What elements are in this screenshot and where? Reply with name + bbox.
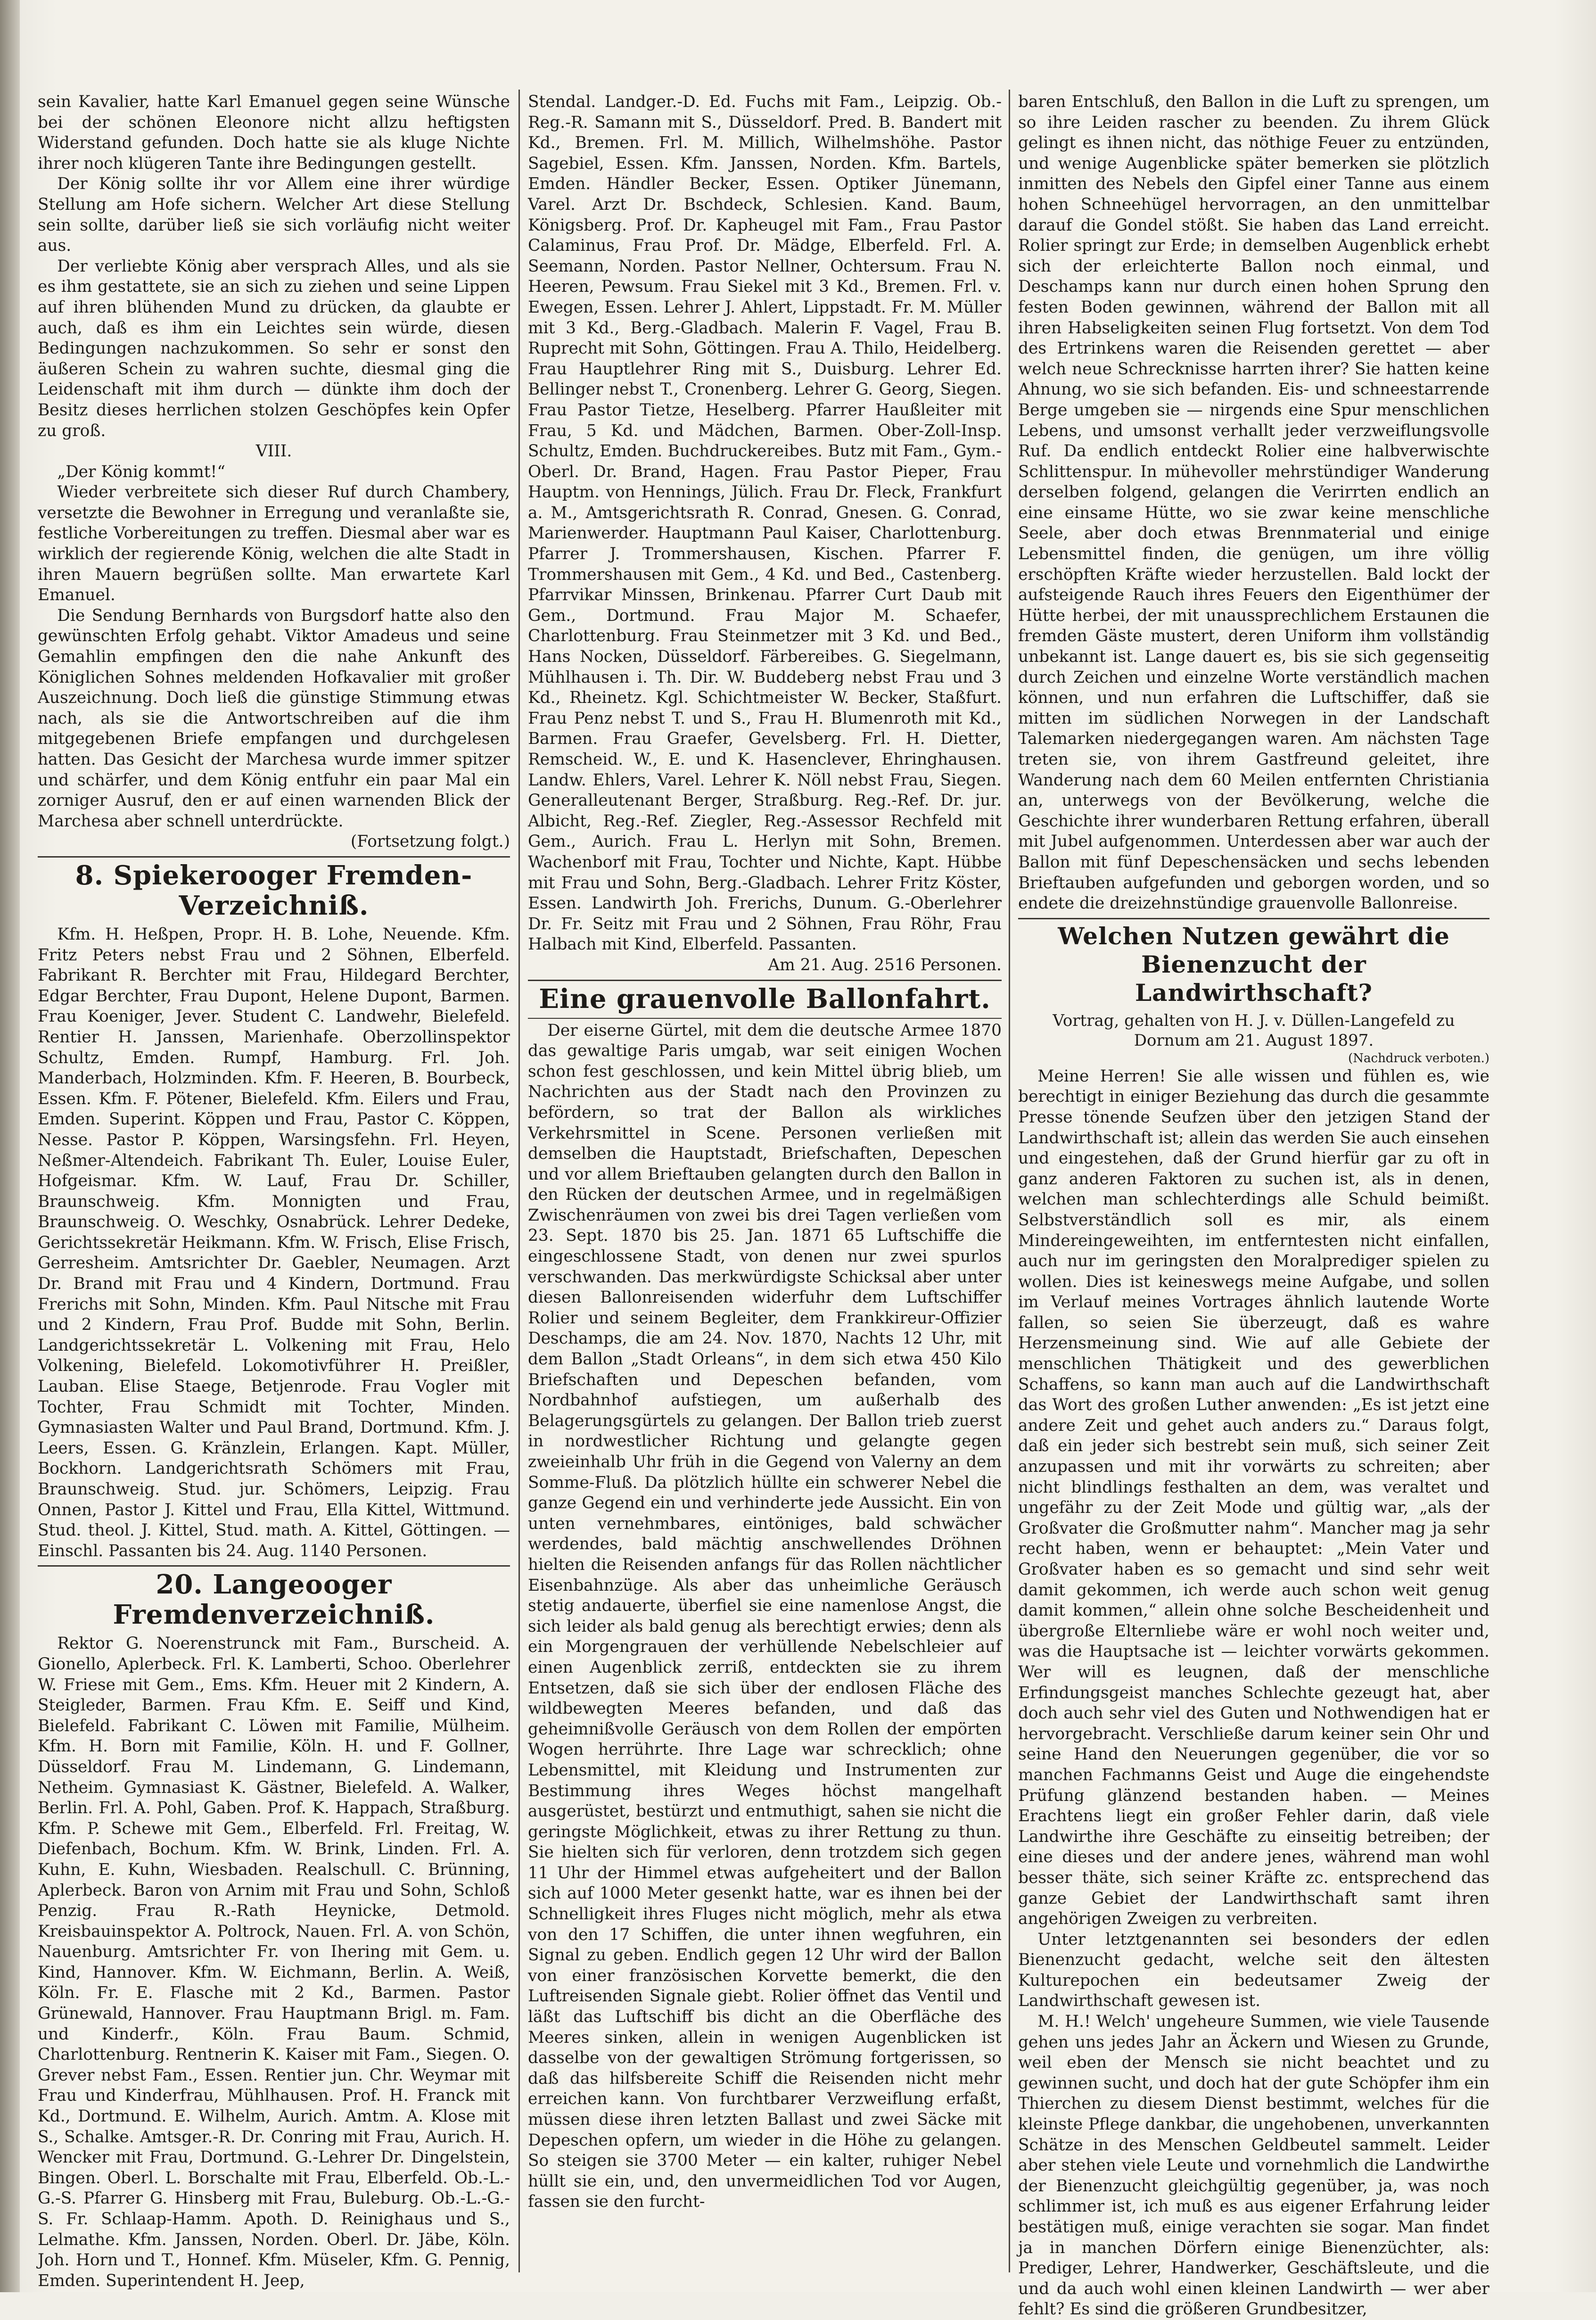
section-divider: [38, 856, 510, 858]
heading-underline: [528, 1018, 1002, 1019]
balloon-article-heading: Eine grauenvolle Ballonfahrt.: [539, 983, 991, 1015]
column-rule-2: [1009, 90, 1010, 2272]
story-paragraph: Wieder verbreitete sich dieser Ruf durch Chambery, versetzte die Bewohner in Erregung und veranlaßte sie, festliche Vorbereitungen zu treffen. Diesmal aber war es wirklich der regierende König, welchen die alte Stadt in ihren Mauern begrüßen sollte. Man erwartete Karl Emanuel.: [38, 483, 510, 605]
guest-list-continued: Stendal. Landger.-D. Ed. Fuchs mit Fam., Leipzig. Ob.-Reg.-R. Samann mit S., Düsseldorf. Pred. B. Bandert mit Kd., Bremen. Frl. M. Millich, Wilhelmshöhe. Pastor Sagebiel, Essen. Kfm. Janssen, Norden. Kfm. Bartels, Emden. Händler Becker, Essen. Optiker Jünemann, Varel. Arzt Dr. Bschdeck, Schlesien. Kand. Baum, Königsberg. Prof. Dr. Kapheugel mit Fam., Frau Pastor Calaminus, Frau Prof. Dr. Mädge, Elberfeld. Frl. A. Seemann, Norden. Pastor Nellner, Ochtersum. Frau N. Heeren, Pewsum. Frau Siekel mit 3 Kd., Bremen. Frl. v. Ewegen, Essen. Lehrer J. Ahlert, Lippstadt. Fr. M. Müller mit 3 Kd., Berg.-Gladbach. Malerin F. Vagel, Frau B. Ruprecht mit Sohn, Göttingen. Frau A. Thilo, Heidelberg. Frau Hauptlehrer Ring mit S., Duisburg. Lehrer Ed. Bellinger nebst T., Cronenberg. Lehrer G. Georg, Siegen. Frau Pastor Tietze, Heselberg. Pfarrer Haußleiter mit Frau, 5 Kd. und Mädchen, Barmen. Ober-Zoll-Insp. Schultz, Emden. Buchdruckereibes. Butz mit Fam., Gym.-Oberl. Dr. Brand, Hagen. Frau Pastor Pieper, Frau Hauptm. von Hennings, Jülich. Frau Dr. Fleck, Frankfurt a. M., Amtsgerichtsrath R. Conrad, Gnesen. G. Conrad, Marienwerder. Hauptmann Paul Kaiser, Charlottenburg. Pfarrer J. Trommershausen, Kischen. Pfarrer F. Trommershausen mit Gem., 4 Kd. und Bed., Castenberg. Pfarrvikar Minssen, Brinkenau. Pfarrer Curt Daub mit Gem., Dortmund. Frau Major M. Schaefer, Charlottenburg. Frau Steinmetzer mit 3 Kd. und Bed., Hans Nocken, Düsseldorf. Färbereibes. G. Siegelmann, Mühlhausen i. Th. Dir. W. Buddeberg nebst Frau und 3 Kd., Rheinetz. Kgl. Schichtmeister W. Becker, Staßfurt. Frau Penz nebst T. und S., Frau H. Blumenroth mit Kd., Barmen. Frau Graefer, Gevelsberg. Frl. H. Dietter, Remscheid. W., E. und K. Hasenclever, Ehringhausen. Landw. Ehlers, Varel. Lehrer K. Nöll nebst Frau, Siegen. Generalleutenant Berger, Straßburg. Reg.-Ref. Dr. jur. Albicht, Reg.-Ref. Ziegler, Reg.-Assessor Rechfeld mit Gem., Aurich. Frau L. Herlyn mit Sohn, Bremen. Wachenborf mit Frau, Tochter und Nichte, Kapt. Hübbe mit Frau und Sohn, Berg.-Gladbach. Lehrer Fritz Köster, Essen. Landwirth Joh. Frerichs, Dunum. G.-Oberlehrer Dr. Fr. Seitz mit Frau und 2 Söhnen, Frau Röhr, Frau Halbach mit Kind, Elberfeld. Passanten.: [528, 92, 1002, 954]
beekeeping-article-heading: Welchen Nutzen gewährt die Bienenzucht der Landwirthschaft?: [1058, 922, 1450, 1007]
article-paragraph: Meine Herren! Sie alle wissen und fühlen es, wie berechtigt in einiger Beziehung das durch die gesammte Presse tönende Seufzen über den jetzigen Stand der Landwirthschaft ist; allein das werden Sie auch einsehen und eingestehen, daß der Grund hierfür gar zu oft in ganz anderen Faktoren zu suchen ist, als in denen, welchen man schlechterdings alle Schuld beimißt. Selbstverständlich soll es mir, als einem Mindereingeweihten, im entferntesten nicht einfallen, auch nur im geringsten den Moralprediger spielen zu wollen. Dies ist keineswegs meine Aufgabe, und sollen im Verlauf meines Vortrages ähnlich lautende Worte fallen, so seien Sie überzeugt, daß es wahre Herzensmeinung sind. Wie auf alle Gebiete der menschlichen Thätigkeit und des gewerblichen Schaffens, so kann man auch auf die Landwirthschaft das Wort des großen Luther anwenden: „Es ist jetzt eine andere Zeit und gehet auch anders zu.“ Daraus folgt, daß ein jeder sich bestrebt sein muß, sich seiner Zeit anzupassen und mit ihr vorwärts zu schreiten; aber nicht blindlings festhalten an dem, was veraltet und ungefähr zu der Zeit Mode und gültig war, „als der Großvater die Großmutter nahm“. Mancher mag ja sehr recht haben, wenn er behauptet: „Mein Vater und Großvater haben es so gemacht und sind sehr weit damit gekommen, ich werde auch schon weit genug damit kommen,“ allein ohne solche Bescheidenheit und übergroße Elternliebe wäre er wohl noch weiter und, was die Hauptsache ist — leichter vorwärts gekommen. Wer will es leugnen, daß der menschliche Erfindungsgeist manches Schlechte gezeugt hat, aber doch auch sehr viel des Guten und Nothwendigen hat er hervorgebracht. Verschließe darum keiner sein Ohr und seine Hand den Neuerungen gegenüber, die vor so manchen Fachmanns Geist und Auge die eingehendste Prüfung glänzend bestanden haben. — Meines Erachtens liegt ein großer Fehler darin, daß viele Landwirthe ihre Geschäfte zu einseitig betreiben; der eine dieses und der andere jenes, während man wohl besser thäte, sich seiner Kräfte zc. entsprechend das ganze Gebiet der Landwirthschaft samt ihren angehörigen Zweigen zu verbreiten.: [1018, 1066, 1489, 1929]
guest-list: Rektor G. Noerenstrunck mit Fam., Burscheid. A. Gionello, Aplerbeck. Frl. K. Lamberti, Schoo. Oberlehrer W. Friese mit Gem., Ems. Kfm. Heuer mit 2 Kindern, A. Steigleder, Barmen. Frau Kfm. E. Seiff und Kind, Bielefeld. Fabrikant C. Löwen mit Familie, Mülheim. Kfm. H. Born mit Familie, Köln. H. und F. Gollner, Düsseldorf. Frau M. Lindemann, G. Lindemann, Netheim. Gymnasiast K. Gästner, Bielefeld. A. Walker, Berlin. Frl. A. Pohl, Gaben. Prof. K. Happach, Straßburg. Kfm. P. Schewe mit Gem., Elberfeld. Frl. Freitag, W. Diefenbach, Bochum. Kfm. W. Brink, Linden. Frl. A. Kuhn, E. Kuhn, Wiesbaden. Realschull. C. Brünning, Aplerbeck. Baron von Arnim mit Frau und Sohn, Schloß Penzig. Frau R.-Rath Heynicke, Detmold. Kreisbauinspektor A. Poltrock, Nauen. Frl. A. von Schön, Nauenburg. Amtsrichter Fr. von Ihering mit Gem. u. Kind, Hannover. Kfm. W. Eichmann, Berlin. A. Weiß, Köln. Fr. E. Flasche mit 2 Kd., Barmen. Pastor Grünewald, Hannover. Frau Hauptmann Brigl. m. Fam. und Kinderfr., Köln. Frau Baum. Schmid, Charlottenburg. Rentnerin K. Kaiser mit Fam., Siegen. O. Grever nebst Fam., Essen. Rentier jun. Chr. Weymar mit Frau und Kinderfrau, Mühlhausen. Prof. H. Franck mit Kd., Dortmund. E. Wilhelm, Aurich. Amtm. A. Klose mit S., Schalke. Amtsger.-R. Dr. Conring mit Frau, Aurich. H. Wencker mit Frau, Dortmund. G.-Lehrer Dr. Dingelstein, Bingen. Oberl. L. Borschalte mit Frau, Elberfeld. Ob.-L.-G.-S. Pfarrer G. Hinsberg mit Frau, Buleburg. Ob.-L.-G.-S. Fr. Schlaap-Hamm. Apoth. D. Reinighaus und S., Lelmathe. Kfm. Janssen, Norden. Oberl. Dr. Jäbe, Köln. Joh. Horn und T., Honnef. Kfm. Müseler, Kfm. G. Pennig, Emden. Superintendent H. Jeep,: [38, 1634, 510, 2290]
section-divider: [528, 980, 1002, 981]
story-paragraph: Der König sollte ihr vor Allem eine ihrer würdige Stellung am Hofe sichern. Welcher Art diese Stellung sein sollte, darüber ließ sie sich vorläufig nicht weiter aus.: [38, 174, 510, 256]
column-rule-1: [518, 90, 520, 2272]
column-2: [528, 92, 1002, 2261]
column-1: [38, 92, 510, 2290]
column-3: [1018, 92, 1489, 2319]
spiekeroog-guest-list-heading: 8. Spiekerooger Fremden-Verzeichniß.: [75, 859, 473, 921]
section-divider: [1018, 918, 1489, 919]
guest-list: Kfm. H. Heßpen, Propr. H. B. Lohe, Neuende. Kfm. Fritz Peters nebst Frau und 2 Söhnen, Elberfeld. Fabrikant R. Berchter mit Frau, Hildegard Berchter, Edgar Berchter, Frau Dupont, Helene Dupont, Barmen. Frau Koeniger, Jever. Student C. Landwehr, Bielefeld. Rentier H. Janssen, Marienhafe. Oberzollinspektor Schultz, Emden. Rumpf, Hamburg. Frl. Joh. Manderbach, Holzminden. Kfm. F. Heeren, B. Bourbeck, Essen. Kfm. F. Pötener, Bielefeld. Kfm. Eilers und Frau, Emden. Superint. Köppen und Frau, Pastor C. Köppen, Nesse. Pastor P. Köppen, Warsingsfehn. Frl. Heyen, Neßmer-Altendeich. Fabrikant Th. Euler, Louise Euler, Hofgeismar. Kfm. W. Lauf, Frau Dr. Schiller, Braunschweig. Kfm. Monnigten und Frau, Braunschweig. O. Weschky, Osnabrück. Lehrer Dedeke, Gerichtssekretär Heikmann. Kfm. W. Frisch, Elise Frisch, Gerresheim. Amtsrichter Dr. Gaebler, Neumagen. Arzt Dr. Brand mit Frau und 4 Kindern, Dortmund. Frau Frerichs mit Sohn, Minden. Kfm. Paul Nitsche mit Frau und 2 Kindern, Frau Prof. Budde mit Sohn, Berlin. Landgerichtssekretär L. Volkening mit Frau, Helo Volkening, Bielefeld. Lokomotivführer H. Preißler, Lauban. Elise Staege, Betjenrode. Frau Vogler mit Tochter, Frau Schmidt mit Tochter, Minden. Gymnasiasten Walter und Paul Brand, Dortmund. Kfm. J. Leers, Essen. G. Kränzlein, Erlangen. Kapt. Müller, Bockhorn. Landgerichtsrath Schömers mit Frau, Braunschweig. Stud. jur. Schömers, Leipzig. Frau Onnen, Pastor J. Kittel und Frau, Ella Kittel, Wittmund. Stud. theol. J. Kittel, Stud. math. A. Kittel, Göttingen. — Einschl. Passanten bis 24. Aug. 1140 Personen.: [38, 925, 510, 1560]
article-paragraph: M. H.! Welch' ungeheure Summen, wie viele Tausende gehen uns jedes Jahr an Äckern und Wiesen zu Grunde, weil eben der Mensch sie nicht beachtet und zu gewinnen sucht, und doch hat der gute Schöpfer ihm ein Thierchen zu diesem Dienst bestimmt, welches für die kleinste Pflege dankbar, die ungehobenen, unverkannten Schätze in des Menschen Geldbeutel sammelt. Leider aber stehen viele Leute und vornehmlich die Landwirthe der Bienenzucht gleichgültig gegenüber, ja, was noch schlimmer ist, ich muß es aus eigener Erfahrung leider bestätigen muß, einige verachten sie sogar. Man findet ja in manchen Dörfern einige Bienenzüchter, als: Prediger, Lehrer, Handwerker, Geschäftsleute, und die und da auch wohl einen kleinen Landwirth — wer aber fehlt? Es sind die größeren Grundbesitzer,: [1018, 2012, 1489, 2319]
book-spine-edge: [0, 0, 20, 2292]
langeoog-guest-list-heading: 20. Langeooger Fremdenverzeichniß.: [113, 1569, 435, 1631]
chapter-number: VIII.: [255, 442, 292, 461]
story-paragraph: Die Sendung Bernhards von Burgsdorf hatte also den gewünschten Erfolg gehabt. Viktor Amadeus und seine Gemahlin empfingen den die nahe Ankunft des Königlichen Sohnes meldenden Hofkavalier mit großer Auszeichnung. Doch ließ die günstige Stimmung etwas nach, als sie die Antwortschreiben auf die ihm mitgegebenen Briefe empfangen und durchgelesen hatten. Das Gesicht der Marchesa wurde immer spitzer und schärfer, und dem König entfuhr ein paar Mal ein zorniger Ausruf, den er auf einen warnenden Blick der Marchesa aber schnell unterdrückte.: [38, 606, 510, 831]
continuation-note: (Fortsetzung folgt.): [350, 832, 510, 851]
story-paragraph: Der verliebte König aber versprach Alles, und als sie es ihm gestattete, sie an sich zu ziehen und seine Lippen auf ihren blühenden Mund zu drücken, da glaubte er auch, daß es ihm ein Leichtes sein würde, diesen Bedingungen nachzukommen. So sehr er sonst den äußeren Schein zu wahren suchte, diesmal ging die Leidenschaft mit ihm durch — dünkte ihm doch der Besitz dieses herrlichen stolzen Geschöpfes kein Opfer zu groß.: [38, 256, 510, 440]
article-paragraph: baren Entschluß, den Ballon in die Luft zu sprengen, um so ihre Leiden rascher zu beenden. Zu ihrem Glück gelingt es ihnen nicht, das nöthige Feuer zu entzünden, und wenige Augenblicke später bemerken sie plötzlich inmitten des Nebels den Gipfel einer Tanne aus einem hohen Schneehügel hervorragen, an den unmittelbar darauf die Gondel stößt. Sie haben das Land erreicht. Rolier springt zur Erde; in demselben Augenblick erhebt sich der erleichterte Ballon noch einmal, und Deschamps kann nur durch einen hohen Sprung den festen Boden gewinnen, während der Ballon mit all ihren Habseligkeiten seinen Flug fortsetzt. Von dem Tod des Ertrinkens waren die Reisenden gerettet — aber welch neue Schrecknisse harrten ihrer? Sie hatten keine Ahnung, wo sie sich befanden. Eis- und schneestarrende Berge umgeben sie — nirgends eine Spur menschlichen Lebens, und umsonst verhallt jeder verzweiflungsvolle Ruf. Da endlich entdeckt Rolier eine halbverwischte Schlittenspur. In mühevoller mehrstündiger Wanderung derselben folgend, gelangen die Verirrten endlich an eine einsame Hütte, wo sie zwar keine menschliche Seele, aber doch etwas Brennmaterial und einige Lebensmittel finden, die genügen, um ihre völlig erschöpften Kräfte wieder herzustellen. Bald lockt der aufsteigende Rauch ihres Feuers den Eigenthümer der Hütte herbei, der mit unaussprechlichem Erstaunen die fremden Gäste mustert, deren Uniform ihm vollständig unbekannt ist. Lange dauert es, bis sie sich gegenseitig durch Zeichen und einzelne Worte verständlich machen können, und nun erfahren die Luftschiffer, daß sie mitten im südlichen Norwegen in der Landschaft Talemarken niedergegangen waren. Am nächsten Tage treten sie, von ihrem Gastfreund geleitet, ihre Wanderung nach dem 60 Meilen entfernten Christiania an, unterwegs von der Bevölkerung, welche die Geschichte ihrer wunderbaren Rettung erfahren, überall mit Jubel aufgenommen. Unterdessen aber war auch der Ballon mit fünf Depeschensäcken und sechs lebenden Brieftauben aufgefunden und geborgen worden, und so endete die dreizehnstündige grauenvolle Ballonreise.: [1018, 92, 1489, 913]
section-divider: [38, 1565, 510, 1567]
reprint-notice: (Nachdruck verboten.): [1348, 1051, 1489, 1065]
story-paragraph: sein Kavalier, hatte Karl Emanuel gegen seine Wünsche bei der schönen Eleonore nicht allzu heftigsten Widerstand gefunden. Doch hatte sie als kluge Nichte ihrer noch klügeren Tante ihre Bedingungen gestellt.: [38, 92, 510, 173]
article-paragraph: Der eiserne Gürtel, mit dem die deutsche Armee 1870 das gewaltige Paris umgab, war seit einigen Wochen schon fest geschlossen, und kein Mittel übrig blieb, um Nachrichten aus der Stadt nach den Provinzen zu befördern, so trat der Ballon als wirkliches Verkehrsmittel in Scene. Personen verließen mit demselben die Hauptstadt, Briefschaften, Depeschen und vor allem Brieftauben gelangten durch den Ballon in den Rücken der deutschen Armee, und in regelmäßigen Zwischenräumen von zwei bis drei Tagen verließen vom 23. Sept. 1870 bis 25. Jan. 1871 65 Luftschiffe die eingeschlossene Stadt, von denen nur zwei spurlos verschwanden. Das merkwürdigste Schicksal aber unter diesen Ballonreisenden widerfuhr dem Luftschiffer Rolier und seinem Begleiter, dem Frankkireur-Offizier Deschamps, die am 24. Nov. 1870, Nachts 12 Uhr, mit dem Ballon „Stadt Orleans“, in dem sich etwa 450 Kilo Briefschaften und Depeschen befanden, vom Nordbahnhof aufstiegen, um außerhalb des Belagerungsgürtels zu gelangen. Der Ballon trieb zuerst in nordwestlicher Richtung und gelangte gegen zweieinhalb Uhr früh in die Gegend von Valerny an dem Somme-Fluß. Da plötzlich hüllte ein schwerer Nebel die ganze Gegend ein und verhinderte jede Aussicht. Ein von unten vernehmbares, eintöniges, bald schwächer werdendes, bald mächtig anschwellendes Dröhnen hielten die Reisenden anfangs für das Rollen nächtlicher Eisenbahnzüge. Als aber das unheimliche Geräusch stetig andauerte, überfiel sie eine namenlose Angst, die sich leider als bald genug als berechtigt erwies; denn als ein Morgengrauen der verhüllende Nebelschleier auf einen Augenblick zerriß, entdeckten sie zu ihrem Entsetzen, daß sie sich über der endlosen Fläche des wildbewegten Meeres befanden, und daß das geheimnißvolle Geräusch von dem Rollen der empörten Wogen herrührte. Ihre Lage war schrecklich; ohne Lebensmittel, mit Kleidung und Instrumenten zur Bestimmung ihres Weges höchst mangelhaft ausgerüstet, bestürzt und entmuthigt, sahen sie nicht die geringste Möglichkeit, etwas zu ihrer Rettung zu thun. Sie hielten sich für verloren, denn trotzdem sich gegen 11 Uhr der Himmel etwas aufgeheitert und der Ballon sich auf 1000 Meter gesenkt hatte, war es ihnen bei der Schnelligkeit ihres Fluges nicht möglich, mehr als etwa von den 17 Schiffen, die unter ihnen wegfuhren, ein Signal zu geben. Endlich gegen 12 Uhr wird der Ballon von einer französischen Korvette bemerkt, die den Luftreisenden Signale giebt. Rolier öffnet das Ventil und läßt das Luftschiff bis dicht an die Oberfläche des Meeres sinken, allein in wenigen Augenblicken ist dasselbe von der gewaltigen Strömung fortgerissen, so daß das hilfsbereite Schiff die Reisenden nicht mehr erreichen kann. Von furchtbarer Verzweiflung erfaßt, müssen diese ihren letzten Ballast und zwei Säcke mit Depeschen opfern, um wieder in die Höhe zu gelangen. So steigen sie 3700 Meter — ein kalter, ruhiger Nebel hüllt sie ein, und, den unvermeidlichen Tod vor Augen, fassen sie den furcht-: [528, 1021, 1002, 2212]
story-paragraph: „Der König kommt!“: [57, 462, 225, 481]
article-paragraph: Unter letztgenannten sei besonders der edlen Bienenzucht gedacht, welche seit den ältesten Kulturepochen ein bedeutsamer Zweig der Landwirthschaft gewesen ist.: [1018, 1930, 1489, 2011]
guest-total: Am 21. Aug. 2516 Personen.: [768, 955, 1002, 974]
lecture-byline: Vortrag, gehalten von H. J. v. Düllen-Langefeld zu Dornum am 21. August 1897.: [1053, 1011, 1455, 1050]
